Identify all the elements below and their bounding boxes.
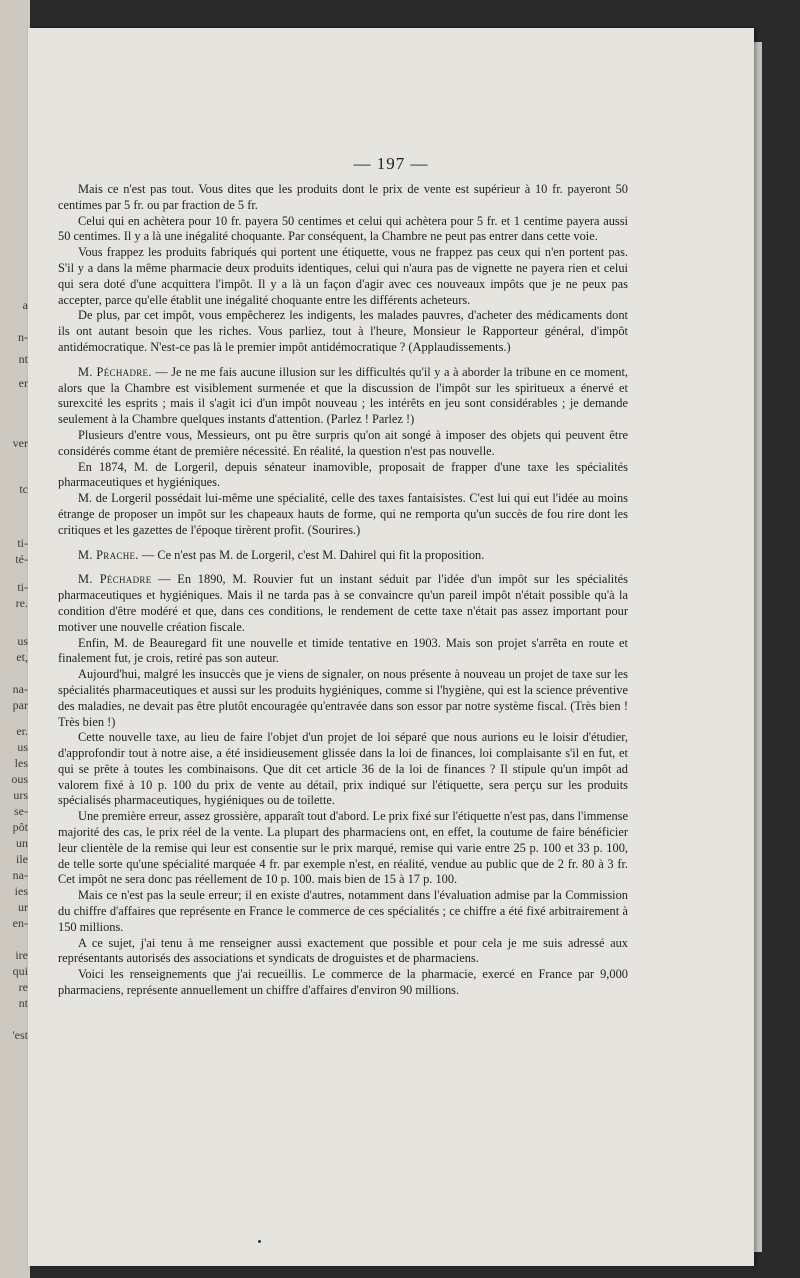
previous-page-text-fragment: se- [14,804,28,818]
paragraph: Mais ce n'est pas tout. Vous dites que les produits dont le prix de vente est supérieur à 10 fr. payeront 50 centimes par 5 fr. ou par fraction de 5 fr. [58,182,628,212]
speaker-name: M. Péchadre [78,572,152,587]
speech-prache [58,548,628,564]
speech-text: — Je ne me fais aucune illusion sur les difficultés qu'il y a à aborder la tribune en ce moment, alors que la Chambre est visiblement surmenée et que la discussion de l'impôt sur les spiritueux a énervé et surexcité les esprits ; mais il s'agit ici d'un impôt nouveau ; les intérêts en jeu sont considérables ; je demande seulement à la Chambre quelques instants d'attention. (Parlez ! Parlez !) [58,364,629,427]
paragraph: Une première erreur, assez grossière, apparaît tout d'abord. Le prix fixé sur l'étiquette n'est pas, dans l'immense majorité des cas, le prix réel de la vente. La plupart des pharmaciens ont, en effet, la coutume de faire bénéficier leur clientèle de la remise qui leur est consentie sur le prix marqué, remise qui varie entre 25 p. 100 et 33 p. 100, de telle sorte qu'une spécialité marquée 4 fr. par exemple n'est, en réalité, vendue au public que de 2 fr. 80 à 3 fr. Cet impôt ne sera donc pas réellement de 10 p. 100. mais bien de 15 à 17 p. 100. [58,809,628,887]
previous-page-text-fragment: na- [12,682,28,696]
previous-page-text-fragment: er [18,376,28,390]
paragraph: Enfin, M. de Beauregard fit une nouvelle et timide tentative en 1903. Mais son projet s'arrêta en route et finalement fut, je crois, retiré pas son auteur. [58,635,628,666]
previous-page-text-fragment: té- [15,552,28,566]
previous-page-text-fragment: par [12,698,28,712]
paragraph: Voici les renseignements que j'ai recueillis. Le commerce de la pharmacie, exercé en France par 9,000 pharmaciens, représente annuellement un chiffre d'affaires d'environ 90 millions. [58,967,628,998]
previous-page-text-fragment: ire [15,948,28,962]
previous-page-text-fragment: ies [14,884,28,898]
paragraph: En 1874, M. de Lorgeril, depuis sénateur inamovible, proposait de frapper d'une taxe les spécialités pharmaceutiques et hygiéniques. [58,459,628,490]
previous-page-text-fragment: us [17,740,28,754]
ink-speck [258,1240,261,1243]
paragraph: M. de Lorgeril possédait lui-même une spécialité, celle des taxes fantaisistes. C'est lui qui eut l'idée au moins étrange de proposer un impôt sur les chapeaux hauts de forme, qui ne remporta qu'un succès de fou rire dont les critiques et les gazettes de l'époque tirèrent profit. (Sourires.) [58,491,628,537]
previous-page-text-fragment: er. [16,724,28,738]
previous-page-text-fragment: us [17,634,28,648]
page-number: — 197 — [353,154,429,173]
paragraph: De plus, par cet impôt, vous empêcherez les indigents, les malades pauvres, d'acheter des médicaments dont ils ont autant besoin que les riches. Vous parliez, tout à l'heure, Monsieur le Rapporteur général, d'impôt antidémocratique. N'est-ce pas là le premier impôt antidémocratique ? (Applaudissements.) [58,308,628,354]
previous-page-text-fragment: en- [12,916,28,930]
speaker-name: M. Péchadre. [78,364,152,379]
paragraph: Cette nouvelle taxe, au lieu de faire l'objet d'un projet de loi séparé que nous aurions eu le loisir d'étudier, d'approfondir tout à notre aise, a été insidieusement glissée dans la loi de finances, loi complaisante s'il en fut, et qui se prête à toutes les combinaisons. Que dit cet article 36 de la loi de finances ? Il stipule qu'un impôt ad valorem fixé à 10 p. 100 du prix de vente au détail, prix indiqué sur l'étiquette, sera perçu sur les produits spécialisés pharmaceutiques, hygiéniques ou de toilette. [58,730,628,808]
document-page [28,28,754,1266]
paragraph: Mais ce n'est pas la seule erreur; il en existe d'autres, notamment dans l'évaluation admise par la Commission du chiffre d'affaires que représente en France le commerce de ces spécialités ; ce chiffre a été fixé arbitrairement à 150 millions. [58,888,628,934]
previous-page-text-fragment: urs [13,788,28,802]
speech-text: — En 1890, M. Rouvier fut un instant séduit par l'idée d'un impôt sur les spécialités pharmaceutiques et hygiéniques. Mais il ne tarda pas à se convaincre qu'un pareil impôt n'était possible qu'à la condition d'être modéré et que, dans ces conditions, le rendement de cette taxe n'était pas assez important pour motiver une nouvelle création fiscale. [58,572,628,634]
previous-page-text-fragment: ous [11,772,28,786]
speech-pechadre-1 [58,365,628,428]
previous-page-text-fragment: ur [18,900,28,914]
previous-page-text-fragment: un [16,836,28,850]
previous-page-text-fragment: nt [18,996,28,1010]
paragraph: Celui qui en achètera pour 10 fr. payera 50 centimes et celui qui achètera pour 5 fr. et 1 centime payera aussi 50 centimes. Il y a là une inégalité choquante. Par conséquent, la Chambre ne peut pas entrer dans cette voie. [58,213,628,244]
previous-page-text-fragment: les [14,756,28,770]
previous-page-text-fragment: na- [12,868,28,882]
previous-page-text-fragment: pôt [12,820,28,834]
previous-page-text-fragment: tc [19,482,28,496]
previous-page-text-fragment: et, [16,650,28,664]
previous-page-text-fragment: ver [12,436,28,450]
speech-text: — Ce n'est pas M. de Lorgeril, c'est M. Dahirel qui fit la proposition. [141,547,485,562]
previous-page-text-fragment: nt [18,352,28,366]
paragraph: Vous frappez les produits fabriqués qui portent une étiquette, vous ne frappez pas ceux qui n'en portent pas. S'il y a dans la même pharmacie deux produits identiques, celui qui n'aura pas de vignette ne payera rien et celui qui sera doté d'une acquittera l'impôt. Il y a là un façon d'agir avec ces nouveaux impôts que je ne peux pas accepter, parce qu'elle établit une inégalité choquante entre les différents acheteurs. [58,245,628,307]
paragraph: Plusieurs d'entre vous, Messieurs, ont pu être surpris qu'on ait songé à imposer des objets qui peuvent être considérés comme étant de première nécessité. En réalité, la question n'est pas nouvelle. [58,427,628,458]
previous-page-edge [0,0,30,1278]
speaker-name: M. Prache. [78,547,139,562]
paragraph: A ce sujet, j'ai tenu à me renseigner aussi exactement que possible et pour cela je me suis adressé aux représentants autorisés des associations et syndicats de droguistes et de pharmaciens. [58,935,628,966]
previous-page-text-fragment: ile [16,852,28,866]
body-text [58,182,628,999]
speech-pechadre-2 [58,572,628,635]
previous-page-text-fragment: 'est [12,1028,28,1042]
previous-page-text-fragment: re [18,980,28,994]
previous-page-text-fragment: n- [18,330,28,344]
previous-page-text-fragment: a [22,298,28,312]
previous-page-text-fragment: ti- [17,580,28,594]
previous-page-text-fragment: re. [15,596,28,610]
previous-page-text-fragment: ti- [17,536,28,550]
previous-page-text-fragment: qui [12,964,28,978]
paragraph: Aujourd'hui, malgré les insuccès que je viens de signaler, on nous présente à nouveau un projet de taxe sur les spécialités pharmaceutiques et aussi sur les produits hygiéniques, comme si l'hygiène, qui est la science préventive des maladies, ne devait pas être plutôt encouragée qu'entravée dans son essor par notre système fiscal. (Très bien ! Très bien !) [58,667,628,729]
